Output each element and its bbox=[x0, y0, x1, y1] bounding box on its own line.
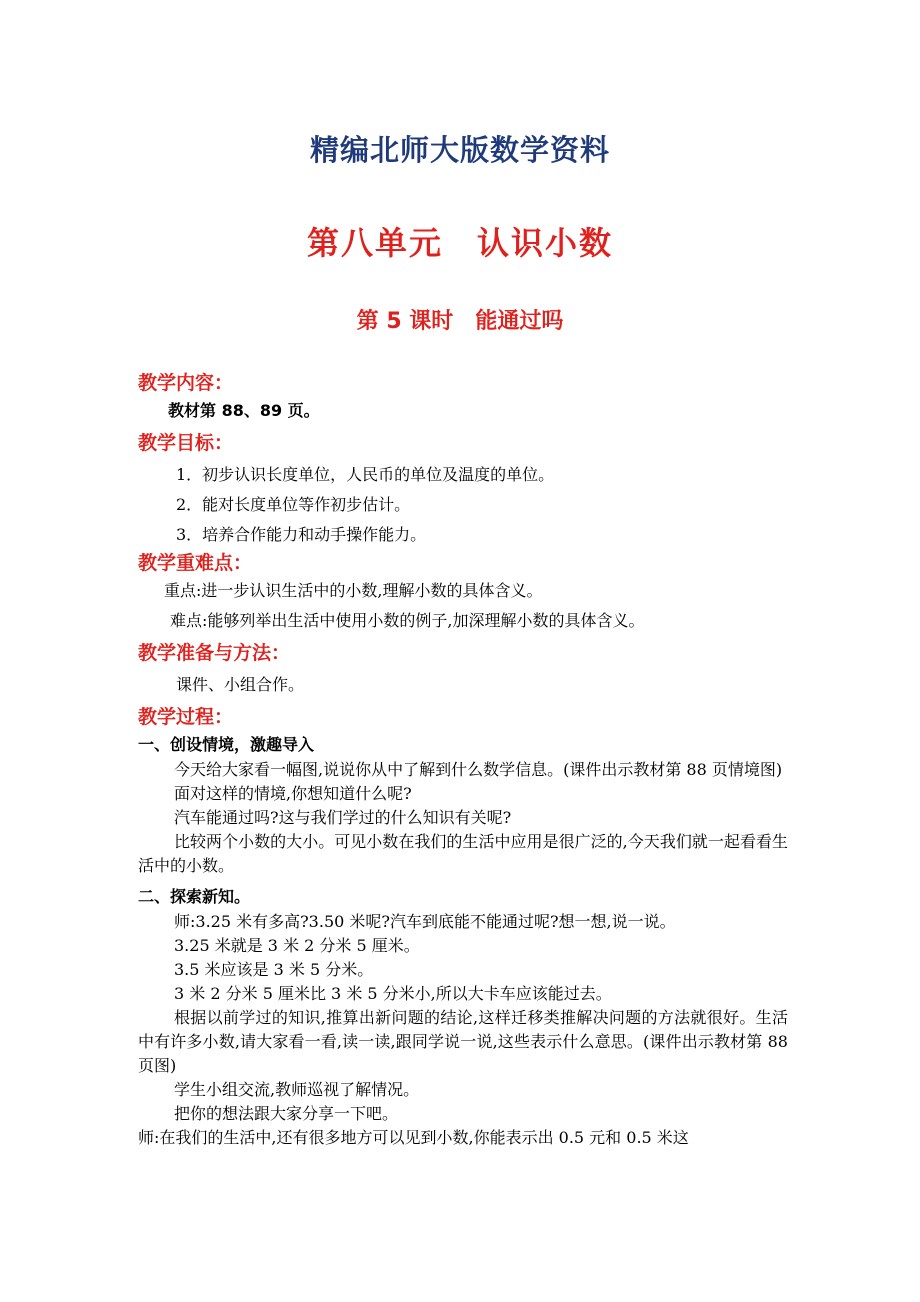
paragraph: 比较两个小数的大小。可见小数在我们的生活中应用是很广泛的,今天我们就一起看看生活中的小数。 bbox=[138, 832, 788, 875]
goal-item: 1．初步认识长度单位，人民币的单位及温度的单位。 bbox=[176, 465, 555, 484]
process-part2-title: 二、探索新知。 bbox=[138, 887, 251, 906]
section-title-keypoints: 教学重难点： bbox=[138, 552, 253, 574]
section-title-content: 教学内容： bbox=[138, 372, 234, 394]
lesson-label: 第 5 课时 bbox=[356, 309, 454, 334]
paragraph: 3 米 2 分米 5 厘米比 3 米 5 分米小,所以大卡车应该能过去。 bbox=[174, 984, 612, 1003]
lesson-title bbox=[0, 304, 920, 335]
unit-title bbox=[0, 218, 920, 264]
unit-label: 第八单元 bbox=[306, 224, 443, 262]
paragraph: 面对这样的情境,你想知道什么呢? bbox=[174, 784, 412, 803]
paragraph: 师:在我们的生活中,还有很多地方可以见到小数,你能表示出 0.5 元和 0.5 米这 bbox=[138, 1128, 689, 1147]
section-title-process: 教学过程： bbox=[138, 706, 234, 728]
goal-item: 2．能对长度单位等作初步估计。 bbox=[176, 495, 411, 514]
content-text: 教材第 88、89 页。 bbox=[168, 401, 320, 420]
section-title-goals: 教学目标： bbox=[138, 432, 234, 454]
lesson-name: 能通过吗 bbox=[475, 309, 564, 334]
lesson-plan-body bbox=[138, 368, 788, 1150]
paragraph: 师:3.25 米有多高?3.50 米呢?汽车到底能不能通过呢?想一想,说一说。 bbox=[174, 912, 676, 931]
section-title-prep: 教学准备与方法： bbox=[138, 642, 291, 664]
paragraph: 把你的想法跟大家分享一下吧。 bbox=[174, 1104, 399, 1123]
paragraph: 根据以前学过的知识,推算出新问题的结论,这样迁移类推解决问题的方法就很好。生活中有许多小数,请大家看一看,读一读,跟同学说一说,这些表示什么意思。(课件出示教材第 88 页图) bbox=[138, 1008, 788, 1075]
paragraph: 3.25 米就是 3 米 2 分米 5 厘米。 bbox=[174, 936, 420, 955]
paragraph: 今天给大家看一幅图,说说你从中了解到什么数学信息。(课件出示教材第 88 页情境图) bbox=[174, 760, 783, 779]
key-point: 重点:进一步认识生活中的小数,理解小数的具体含义。 bbox=[164, 581, 543, 600]
process-part1-title: 一、创设情境，激趣导入 bbox=[138, 735, 315, 754]
document-header: 精编北师大版数学资料 bbox=[309, 133, 610, 167]
paragraph: 汽车能通过吗?这与我们学过的什么知识有关呢? bbox=[174, 808, 512, 827]
difficult-point: 难点:能够列举出生活中使用小数的例子,加深理解小数的具体含义。 bbox=[170, 611, 645, 630]
paragraph: 学生小组交流,教师巡视了解情况。 bbox=[174, 1080, 420, 1099]
prep-text: 课件、小组合作。 bbox=[176, 675, 305, 694]
paragraph: 3.5 米应该是 3 米 5 分米。 bbox=[174, 960, 374, 979]
goal-item: 3．培养合作能力和动手操作能力。 bbox=[176, 525, 427, 544]
unit-name: 认识小数 bbox=[477, 224, 614, 262]
